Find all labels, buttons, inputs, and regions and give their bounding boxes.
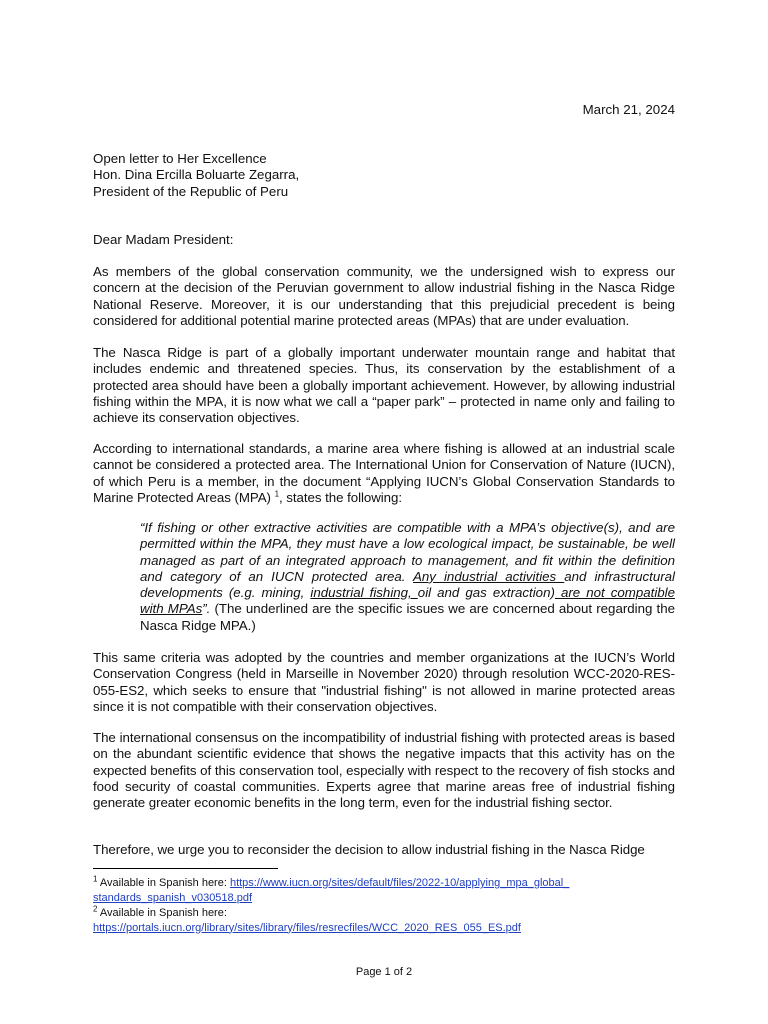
footnote-link[interactable]: https://www.iucn.org/sites/default/files/2022-10/applying_mpa_global_standards_spanish_v030518.pdf	[93, 877, 570, 904]
paragraph-standards	[93, 441, 675, 506]
addressee-block	[93, 151, 675, 200]
quote-underlined: Any industrial activities	[413, 568, 565, 584]
quote-underlined: are not compatible with MPAs	[140, 585, 676, 617]
letter-date: March 21, 2024	[582, 102, 675, 117]
footnote-marker: 1	[93, 874, 98, 884]
salutation: Dear Madam President:	[93, 232, 234, 247]
paragraph-standards-tail: , states the following:	[279, 489, 403, 505]
iucn-quote	[140, 520, 675, 634]
page-number: Page 1 of 2	[355, 966, 413, 978]
paragraph-nasca-ridge: The Nasca Ridge is part of a globally important underwater mountain range and habitat that includes endemic and threatened species. Thus, its conservation by the establishment of a protected area should have been a globally important achievement. However, by allowing industrial fishing within the MPA, it is now what we call a “paper park” – protected in name only and failing to achieve its conservation objectives.	[93, 345, 675, 426]
footnote-marker: 2	[93, 904, 98, 914]
quote-underlined: industrial fishing,	[310, 585, 418, 601]
addressee-line: Hon. Dina Ercilla Boluarte Zegarra,	[93, 167, 300, 183]
quote-text: ”.	[202, 601, 211, 617]
quote-note: (The underlined are the specific issues we are concerned about regarding the Nasca Ridge MPA.)	[140, 601, 675, 633]
footnote-2	[93, 906, 573, 935]
footnote-text: Available in Spanish here:	[97, 907, 227, 919]
footnote-1	[93, 876, 573, 905]
paragraph-wcc-resolution: This same criteria was adopted by the countries and member organizations at the IUCN’s World Conservation Congress (held in Marseille in November 2020) through resolution WCC-2020-RES-055-ES2, which seeks to ensure that "industrial fishing" is not allowed in marine protected areas since it is not compatible with their conservation objectives.	[93, 650, 675, 714]
paragraph-concern: As members of the global conservation community, we the undersigned wish to express our concern at the decision of the Peruvian government to allow industrial fishing in the Nasca Ridge National Reserve. Moreover, it is our understanding that this prejudicial precedent is being considered for additional potential marine protected areas (MPAs) that are under evaluation.	[93, 264, 675, 328]
addressee-line: President of the Republic of Peru	[93, 183, 289, 199]
footnote-divider	[93, 868, 278, 869]
addressee-line: Open letter to Her Excellence	[93, 151, 267, 166]
quote-text: and infrastructural developments (e.g. mining,	[140, 568, 675, 601]
footnote-ref: 1	[274, 489, 279, 499]
footnote-link[interactable]: https://portals.iucn.org/library/sites/library/files/resrecfiles/WCC_2020_RES_055_ES.pdf	[93, 921, 521, 934]
quote-text: “If fishing or other extractive activities are compatible with a MPA’s objective(s), and are permitted within the MPA, they must have a low ecological impact, be sustainable, be well managed as part of an integrated approach to management, and fit within the definition and category of an IUCN protected area.	[140, 520, 675, 584]
quote-text: oil and gas extraction)	[417, 585, 555, 601]
paragraph-standards-text: According to international standards, a marine area where fishing is allowed at an industrial scale cannot be considered a protected area. The International Union for Conservation of Nature (IUCN), of which Peru is a member, in the document “Applying IUCN’s Global Conservation Standards to Marine Protected Areas (MPA)	[93, 441, 675, 505]
paragraph-scientific-evidence: The international consensus on the incompatibility of industrial fishing with protected areas is based on the abundant scientific evidence that shows the negative impacts that this activity has on the expected benefits of this conservation tool, especially with respect to the recovery of fish stocks and food security of coastal communities. Experts agree that marine areas free of industrial fishing generate greater economic benefits in the long term, even for the industrial fishing sector.	[93, 730, 675, 811]
paragraph-urge: Therefore, we urge you to reconsider the decision to allow industrial fishing in the Nasca Ridge	[93, 842, 645, 857]
footnote-text: Available in Spanish here:	[97, 877, 230, 889]
